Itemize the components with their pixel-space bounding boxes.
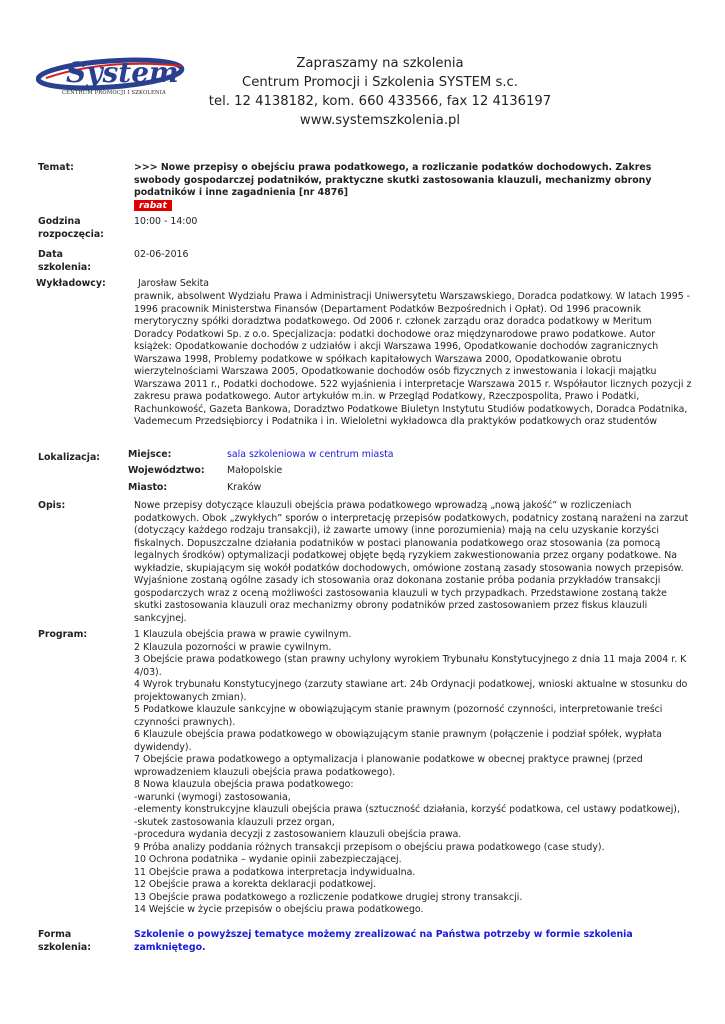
program-item: 12 Obejście prawa a korekta deklaracji podatkowej.	[134, 879, 377, 890]
header-company: Centrum Promocji i Szkolenia SYSTEM s.c.	[242, 75, 518, 90]
program-item: 7 Obejście prawa podatkowego a optymalizacja i planowanie podatkowe w obecnej praktyce prawnej (przed wprowadzeniem klauzuli obejścia prawa podatkowego).	[134, 754, 643, 778]
logo-subtitle: CENTRUM PROMOCJI I SZKOLENIA	[62, 90, 166, 96]
form-text: Szkolenie o powyższej tematyce możemy zrealizować na Państwa potrzeby w formie szkolenia zamkniętego.	[134, 929, 633, 953]
discount-badge: rabat	[134, 200, 172, 211]
hours-value: 10:00 - 14:00	[134, 216, 198, 227]
date-label-line1: Data	[38, 249, 63, 260]
topic-label: Temat:	[38, 162, 74, 173]
place-label: Miejsce:	[128, 449, 172, 460]
program-item: 4 Wyrok trybunału Konstytucyjnego (zarzuty stawiane art. 24b Ordynacji podatkowej, wnioski aktualne w stosunku do projektowanych zmian).	[134, 679, 688, 703]
date-value: 02-06-2016	[134, 249, 189, 260]
lecturers-label: Wykładowcy:	[36, 278, 106, 289]
form-label-line1: Forma	[38, 929, 72, 940]
date-label-line2: szkolenia:	[38, 261, 91, 273]
program-item: 9 Próba analizy poddania różnych transakcji przepisom o obejściu prawa podatkowego (case study).	[134, 841, 605, 853]
program-list	[134, 629, 690, 917]
form-label-line2: szkolenia:	[38, 941, 91, 953]
program-label: Program:	[38, 629, 88, 640]
program-item: 2 Klauzula pozorności w prawie cywilnym.	[134, 641, 332, 653]
program-item: 10 Ochrona podatnika – wydanie opinii zabezpieczającej.	[134, 854, 402, 865]
hours-label	[38, 216, 104, 241]
lecturer-bio: prawnik, absolwent Wydziału Prawa i Administracji Uniwersytetu Warszawskiego, Doradca podatkowy. W latach 1995 - 1996 pracownik Ministerstwa Finansów (Departament Podatków Bezpośrednich i Opłat). Od 1996 pracownik merytoryczny spółki doradztwa podatkowego. Od 2006 r. członek zarządu oraz doradca podatkowy w Meritum Doradcy Podatkowi Sp. z o.o. Specjalizacja: podatki dochodowe oraz międzynarodowe prawo podatkowe. Autor książek: Opodatkowanie dochodów z udziałów i akcji Warszawa 1996, Opodatkowanie dochodów zagranicznych Warszawa 1998, Problemy podatkowe w spółkach kapitałowych Warszawa 2000, Opodatkowanie obrotu wierzytelnościami Warszawa 2005, Opodatkowanie dochodów osób fizycznych z inwestowania i lokacji majątku Warszawa 2011 r., Podatki dochodowe. 522 wyjaśnienia i interpretacje Warszawa 2015 r. Współautor licznych pozycji z zakresu prawa podatkowego. Autor artykułów m.in. w Przegląd Podatkowy, Rzeczpospolita, Prawo i Podatki, Rachunkowość, Gazeta Bankowa, Doradztwo Podatkowe Biuletyn Instytutu Studiów podatkowych, Doradca Podatnika, Vademecum Przedsiębiorcy i Podatnika i in. Wieloletni wykładowca dla praktyków podatkowych oraz studentów	[134, 291, 692, 427]
company-header	[200, 54, 560, 130]
description-label: Opis:	[38, 500, 66, 511]
program-item: -procedura wydania decyzji z zastosowaniem klauzuli obejścia prawa.	[134, 829, 462, 840]
topic-section	[134, 162, 694, 212]
topic-text: >>> Nowe przepisy o obejściu prawa podatkowego, a rozliczanie podatków dochodowych. Zakres swobody gospodarczej podatników, praktyczne skutki zastosowania klauzuli, mechanizmy obrony podatników i inne zagadnienia [nr 4876]	[134, 162, 652, 198]
program-item: -warunki (wymogi) zastosowania,	[134, 791, 291, 803]
program-item: 11 Obejście prawa a podatkowa interpretacja indywidualna.	[134, 866, 416, 878]
program-item: 5 Podatkowe klauzule sankcyjne w obowiązującym stanie prawnym (pozorność czynności, interpretowanie treści czynności prawnych).	[134, 704, 663, 728]
hours-label-line1: Godzina	[38, 216, 81, 227]
program-item: -elementy konstrukcyjne klauzuli obejścia prawa (sztuczność działania, korzyść podatkowa, cel ustawy podatkowej),	[134, 804, 680, 815]
program-item: 6 Klauzule obejścia prawa podatkowego w obowiązującym stanie prawnym (połączenie i podział spółek, wypłata dywidendy).	[134, 729, 662, 753]
program-item: -skutek zastosowania klauzuli przez organ,	[134, 816, 335, 828]
city-label: Miasto:	[128, 482, 168, 493]
location-label: Lokalizacja:	[38, 452, 101, 463]
date-label	[38, 249, 91, 274]
header-website: www.systemszkolenia.pl	[299, 113, 461, 128]
program-item: 1 Klauzula obejścia prawa w prawie cywilnym.	[134, 629, 352, 640]
program-item: 13 Obejście prawa podatkowego a rozliczenie podatkowe drugiej strony transakcji.	[134, 891, 523, 903]
city-value: Kraków	[227, 482, 262, 493]
voivodeship-value: Małopolskie	[227, 465, 283, 476]
program-item: 14 Wejście w życie przepisów o obejściu prawa podatkowego.	[134, 904, 424, 915]
header-invite: Zapraszamy na szkolenia	[296, 56, 464, 71]
voivodeship-label: Województwo:	[128, 465, 205, 476]
header-phone: tel. 12 4138182, kom. 660 433566, fax 12 4136197	[208, 94, 552, 109]
description-text: Nowe przepisy dotyczące klauzuli obejścia prawa podatkowego wprowadzą „nową jakość” w rozliczeniach podatkowych. Obok „zwykłych” sporów o interpretację przepisów podatkowych, podatnicy zostaną narażeni na zarzut (dotyczący każdego rodzaju transakcji), iż zawarte umowy (inne porozumienia) mają na celu uzyskanie korzyści fiskalnych. Dopuszczalne działania podatników w postaci planowania podatkowego oraz stosowania (za pomocą legalnych środków) optymalizacji podatkowej objęte będą ryzykiem zakwestionowania przez organy podatkowe. Na wykładzie, skupiającym się wokół podatków dochodowych, omówione zostaną zasady stosowania nowych przepisów. Wyjaśnione zostaną ogólne zasady ich stosowania oraz dokonana zostanie próba podania przykładów transakcji gospodarczych wraz z oceną możliwości zastosowania klauzuli w tych przypadkach. Przedstawione zostaną także skutki zastosowania klauzuli oraz mechanizmy obrony podatników przed zastosowaniem przez fiskus klauzuli sankcyjnej.	[134, 500, 689, 624]
form-label	[38, 929, 91, 954]
program-item: 3 Obejście prawa podatkowego (stan prawny uchylony wyrokiem Trybunału Konstytucyjnego z dnia 11 maja 2004 r. K 4/03).	[134, 654, 687, 678]
lecturer-name: Jarosław Sekita	[138, 278, 210, 289]
program-item: 8 Nowa klauzula obejścia prawa podatkowego:	[134, 779, 354, 790]
svg-text:System: System	[66, 56, 179, 89]
hours-label-line2: rozpoczęcia:	[38, 228, 104, 240]
place-value-link[interactable]: sala szkoleniowa w centrum miasta	[227, 449, 394, 460]
